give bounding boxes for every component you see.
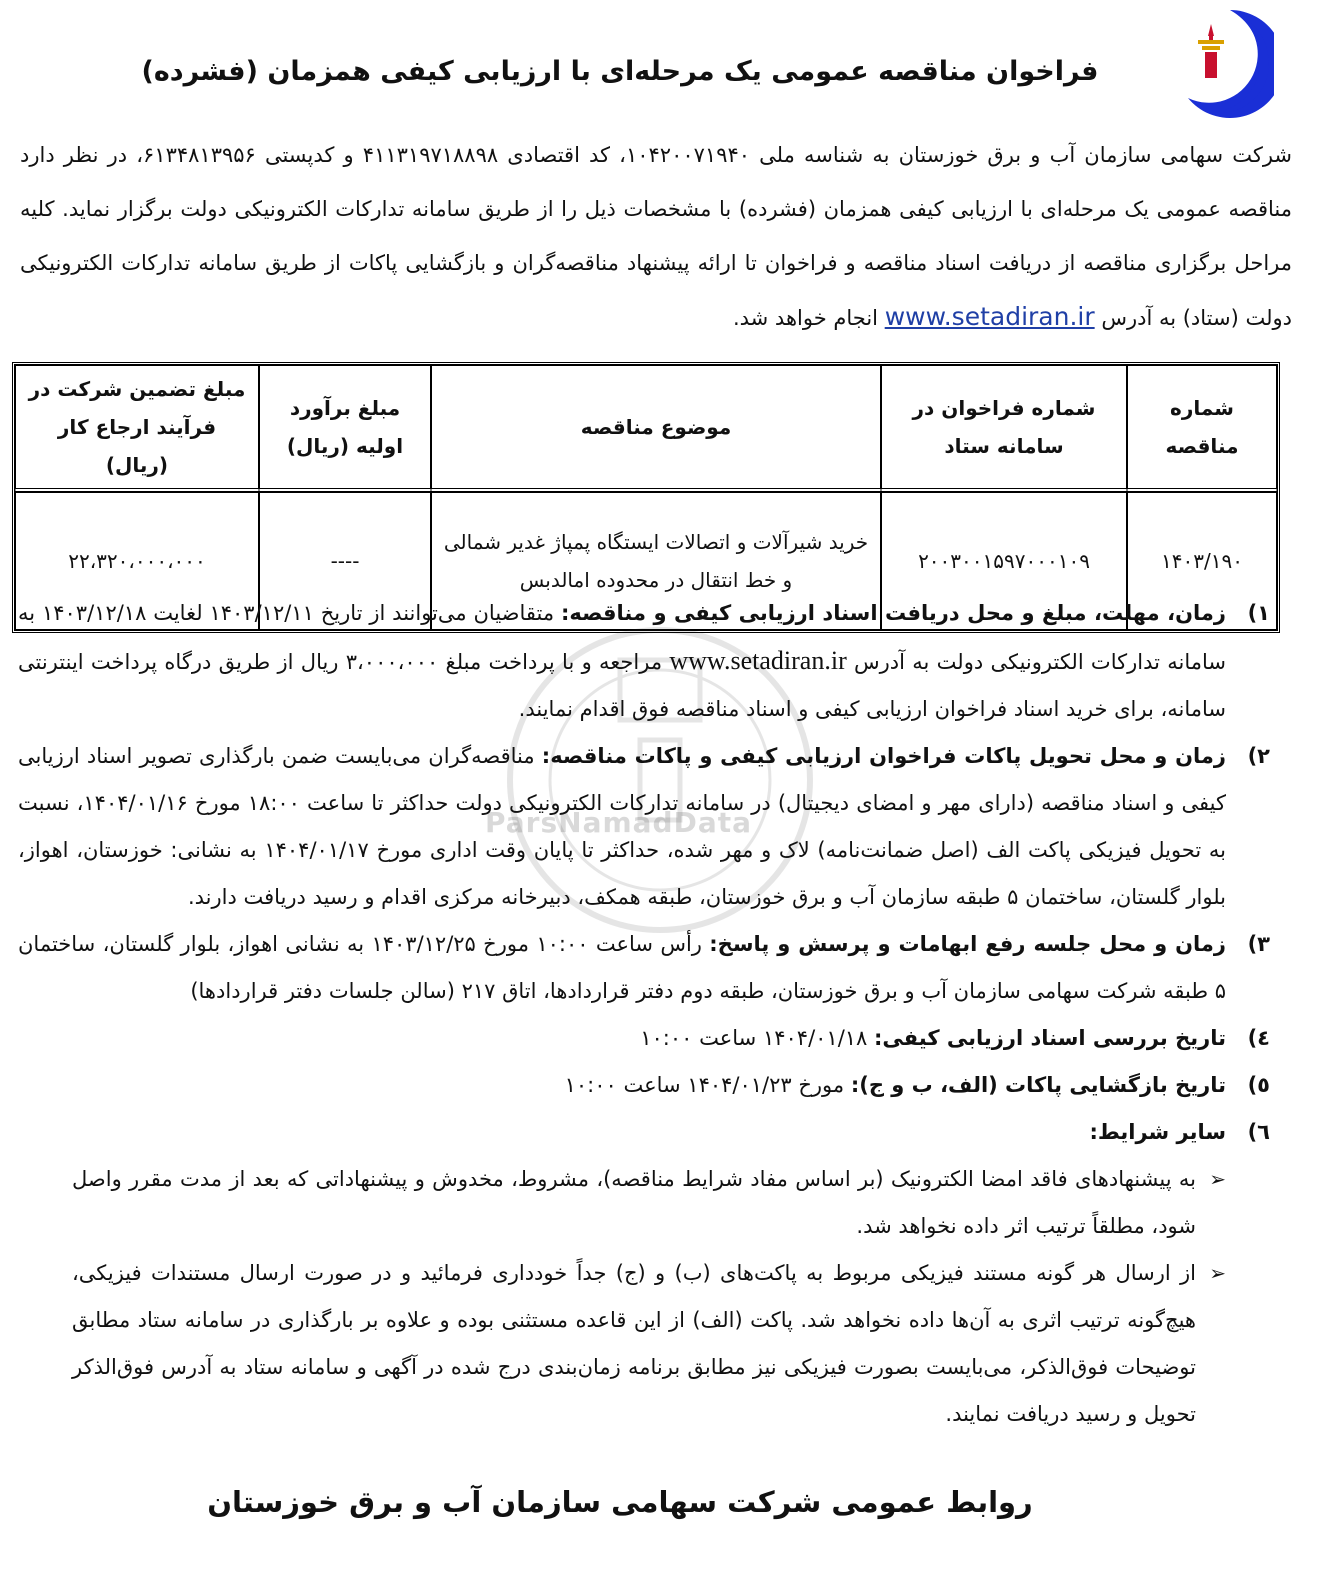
header-guarantee: مبلغ تضمین شرکت در فرآیند ارجاع کار (ریال) — [15, 365, 259, 492]
list-item — [18, 1109, 1270, 1156]
bullet-text: به پیشنهادهای فاقد امضا الکترونیک (بر اساس مفاد شرایط مناقصه)، مشروط، مخدوش و پیشنهاداتی که بعد از مدت مقرر واصل شود، مطلقاً ترتیب اثر داده نخواهد شد. — [72, 1167, 1196, 1238]
cell-setad-no: ۲۰۰۳۰۰۱۵۹۷۰۰۰۱۰۹ — [881, 492, 1127, 630]
item-heading: زمان و محل تحویل پاکات فراخوان ارزیابی کیفی و پاکات مناقصه: — [541, 744, 1226, 768]
item-number: ٥) — [1247, 1073, 1270, 1097]
arrow-bullet-icon: ➢ — [1209, 1167, 1226, 1191]
page-title: فراخوان مناقصه عمومی یک مرحله‌ای با ارزیابی کیفی همزمان (فشرده) — [141, 56, 1099, 87]
list-item — [18, 1062, 1270, 1109]
item-number: ۱) — [1247, 601, 1270, 625]
conditions-list — [18, 590, 1270, 1438]
cell-estimate: ---- — [259, 492, 431, 630]
item-number: ٦) — [1247, 1120, 1270, 1144]
item-text: ۱۴۰۴/۰۱/۱۸ ساعت ۱۰:۰۰ — [640, 1026, 868, 1050]
arrow-bullet-icon: ➢ — [1209, 1261, 1226, 1285]
header-tender-no: شماره مناقصه — [1127, 365, 1277, 492]
cell-subject: خرید شیرآلات و اتصالات ایستگاه پمپاژ غدیر شمالی و خط انتقال در محدوده امالدبس — [431, 492, 881, 630]
condition-bullet — [18, 1250, 1270, 1438]
item-number: ۲) — [1247, 744, 1270, 768]
cell-tender-no: ۱۴۰۳/۱۹۰ — [1127, 492, 1277, 630]
item-text: رأس ساعت ۱۰:۰۰ مورخ ۱۴۰۳/۱۲/۲۵ به نشانی اهواز، بلوار گلستان، ساختمان ۵ طبقه شرکت سهامی سازمان آب و برق خوزستان، طبقه دوم دفتر قراردادها، اتاق ۲۱۷ (سالن جلسات دفتر قراردادها) — [18, 932, 1226, 1003]
intro-text: شرکت سهامی سازمان آب و برق خوزستان به شناسه ملی ۱۰۴۲۰۰۷۱۹۴۰، کد اقتصادی ۴۱۱۳۱۹۷۱۸۸۹۸ و کدپستی ۶۱۳۴۸۱۳۹۵۶، در نظر دارد مناقصه عمومی یک مرحله‌ای با ارزیابی کیفی همزمان (فشرده) با مشخصات ذیل را از طریق سامانه تدارکات الکترونیکی دولت برگزار نماید. کلیه مراحل برگزاری مناقصه از دریافت اسناد مناقصه و فراخوان تا ارائه پیشنهاد مناقصه‌گران و بازگشایی پاکات از طریق سامانه تدارکات الکترونیکی دولت (ستاد) به آدرس — [20, 143, 1292, 330]
header-estimate: مبلغ برآورد اولیه (ریال) — [259, 365, 431, 492]
item-heading: تاریخ بررسی اسناد ارزیابی کیفی: — [874, 1026, 1226, 1050]
list-item — [18, 590, 1270, 733]
item-heading: سایر شرایط: — [1089, 1120, 1226, 1144]
item-heading: تاریخ بازگشایی پاکات (الف، ب و ج): — [850, 1073, 1226, 1097]
item-heading: زمان و محل جلسه رفع ابهامات و پرسش و پاسخ: — [709, 932, 1226, 956]
item-text: مورخ ۱۴۰۴/۰۱/۲۳ ساعت ۱۰:۰۰ — [564, 1073, 845, 1097]
item-text: مراجعه و با پرداخت مبلغ ۳،۰۰۰،۰۰۰ ریال از طریق درگاه پرداخت اینترنتی سامانه، برای خرید اسناد فراخوان ارزیابی کیفی و اسناد مناقصه فوق اقدام نمایند. — [18, 650, 1226, 721]
footer-signature: روابط عمومی شرکت سهامی سازمان آب و برق خوزستان — [207, 1485, 1033, 1519]
organization-logo — [1178, 6, 1274, 118]
watermark-text: ParsNamadData — [485, 806, 752, 839]
list-item — [18, 733, 1270, 921]
bullet-text: از ارسال هر گونه مستند فیزیکی مربوط به پاکت‌های (ب) و (ج) جداً خودداری فرمائید و در صورت ارسال مستندات فیزیکی، هیچ‌گونه ترتیب اثری به آن‌ها داده نخواهد شد. پاکت (الف) از این قاعده مستثنی بوده و علاوه بر بارگذاری در سامانه ستاد مطابق توضیحات فوق‌الذکر، می‌بایست بصورت فیزیکی نیز مطابق برنامه زمان‌بندی درج شده در آگهی و سامانه ستاد به آدرس فوق‌الذکر تحویل و رسید دریافت نمایند. — [72, 1261, 1196, 1426]
item-text: مناقصه‌گران می‌بایست ضمن بارگذاری تصویر اسناد ارزیابی کیفی و اسناد مناقصه (دارای مهر و امضای دیجیتال) در سامانه تدارکات الکترونیکی دولت حداکثر تا ساعت ۱۸:۰۰ مورخ ۱۴۰۴/۰۱/۱۶، نسبت به تحویل فیزیکی پاکت الف (اصل ضمانت‌نامه) لاک و مهر شده، حداکثر تا پایان وقت اداری مورخ ۱۴۰۴/۰۱/۱۷ به نشانی: خوزستان، اهواز، بلوار گلستان، ساختمان ۵ طبقه سازمان آب و برق خوزستان، طبقه همکف، دبیرخانه مرکزی اقدام و رسید دریافت دارند. — [18, 744, 1227, 909]
table-header-row — [15, 365, 1277, 492]
intro-tail: انجام خواهد شد. — [732, 306, 878, 330]
setadiran-link-2[interactable]: www.setadiran.ir — [669, 646, 847, 675]
condition-bullet — [18, 1156, 1270, 1250]
list-item — [18, 921, 1270, 1015]
setadiran-link[interactable]: www.setadiran.ir — [884, 302, 1095, 331]
intro-paragraph — [20, 128, 1292, 345]
header-setad-no: شماره فراخوان در سامانه ستاد — [881, 365, 1127, 492]
item-heading: زمان، مهلت، مبلغ و محل دریافت اسناد ارزیابی کیفی و مناقصه: — [560, 601, 1227, 625]
item-number: ٤) — [1247, 1026, 1270, 1050]
header-subject: موضوع مناقصه — [431, 365, 881, 492]
list-item — [18, 1015, 1270, 1062]
cell-guarantee: ۲۲،۳۲۰،۰۰۰،۰۰۰ — [15, 492, 259, 630]
item-number: ۳) — [1247, 932, 1270, 956]
item-text: متقاضیان می‌توانند از تاریخ ۱۴۰۳/۱۲/۱۱ لغایت ۱۴۰۳/۱۲/۱۸ به سامانه تدارکات الکترونیکی دولت به آدرس — [18, 601, 1226, 674]
